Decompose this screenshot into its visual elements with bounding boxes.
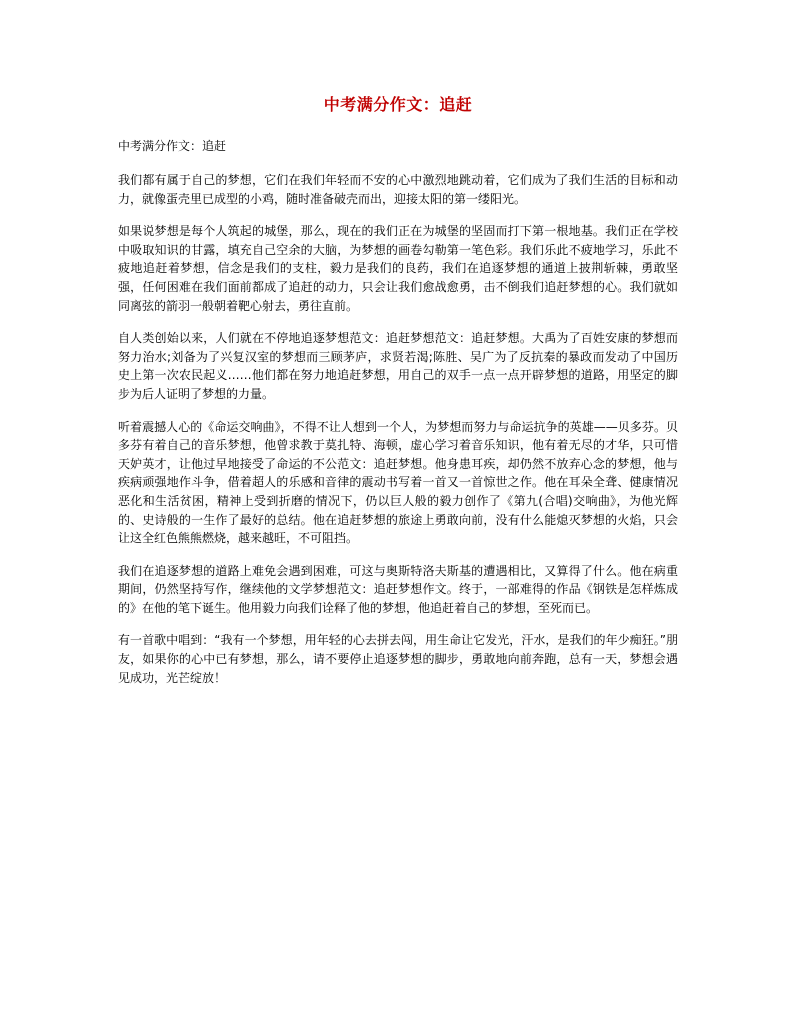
paragraph-5: 我们在追逐梦想的道路上难免会遇到困难，可这与奥斯特洛夫斯基的遭遇相比，又算得了什么。他在病重期间，仍然坚持写作，继续他的文学梦想范文：追赶梦想作文。终于，一部难得的作品《钢铁是怎样炼成的》在他的笔下诞生。他用毅力向我们诠释了他的梦想，他追赶着自己的梦想，至死而已。 [118, 563, 678, 615]
document-title: 中考满分作文：追赶 [323, 95, 473, 114]
document-subtitle: 中考满分作文：追赶 [118, 139, 227, 153]
paragraph-2: 如果说梦想是每个人筑起的城堡，那么，现在的我们正在为城堡的坚固而打下第一根地基。我们正在学校中吸取知识的甘露，填充自己空余的大脑，为梦想的画卷勾勒第一笔色彩。我们乐此不疲地学习，乐此不疲地追赶着梦想，信念是我们的支柱，毅力是我们的良药，我们在追逐梦想的通道上披荆斩棘，勇敢坚强，任何困难在我们面前都成了追赶的动力，只会让我们愈战愈勇，击不倒我们追赶梦想的心。我们就如同离弦的箭羽一般朝着靶心射去，勇往直前。 [118, 224, 678, 313]
document-body [118, 171, 678, 701]
paragraph-1: 我们都有属于自己的梦想，它们在我们年轻而不安的心中激烈地跳动着，它们成为了我们生活的目标和动力，就像蛋壳里已成型的小鸡，随时准备破壳而出，迎接太阳的第一缕阳光。 [118, 173, 678, 206]
paragraph-4: 听着震撼人心的《命运交响曲》，不得不让人想到一个人，为梦想而努力与命运抗争的英雄——贝多芬。贝多芬有着自己的音乐梦想，他曾求教于莫扎特、海顿，虚心学习着音乐知识，他有着无尽的才华，只可惜天妒英才，让他过早地接受了命运的不公范文：追赶梦想。他身患耳疾，却仍然不放弃心念的梦想，他与疾病顽强地作斗争，借着超人的乐感和音律的震动书写着一首又一首惊世之作。他在耳朵全聋、健康情况恶化和生活贫困，精神上受到折磨的情况下，仍以巨人般的毅力创作了《第九(合唱)交响曲》，为他光辉的、史诗般的一生作了最好的总结。他在追赶梦想的旅途上勇敢向前，没有什么能熄灭梦想的火焰，只会让这全红色熊熊燃烧，越来越旺，不可阻挡。 [118, 419, 678, 546]
paragraph-3: 自人类创始以来，人们就在不停地追逐梦想范文：追赶梦想范文：追赶梦想。大禹为了百姓安康的梦想而努力治水;刘备为了兴复汉室的梦想而三顾茅庐，求贤若渴;陈胜、吴广为了反抗秦的暴政而发动了中国历史上第一次农民起义……他们都在努力地追赶梦想，用自己的双手一点一点开辟梦想的道路，用坚定的脚步为后人证明了梦想的力量。 [118, 331, 678, 401]
paragraph-6: 有一首歌中唱到：“我有一个梦想，用年轻的心去拼去闯，用生命让它发光，汗水，是我们的年少痴狂。”朋友，如果你的心中已有梦想，那么，请不要停止追逐梦想的脚步，勇敢地向前奔跑，总有一天，梦想会遇见成功，光芒绽放！ [118, 633, 678, 685]
